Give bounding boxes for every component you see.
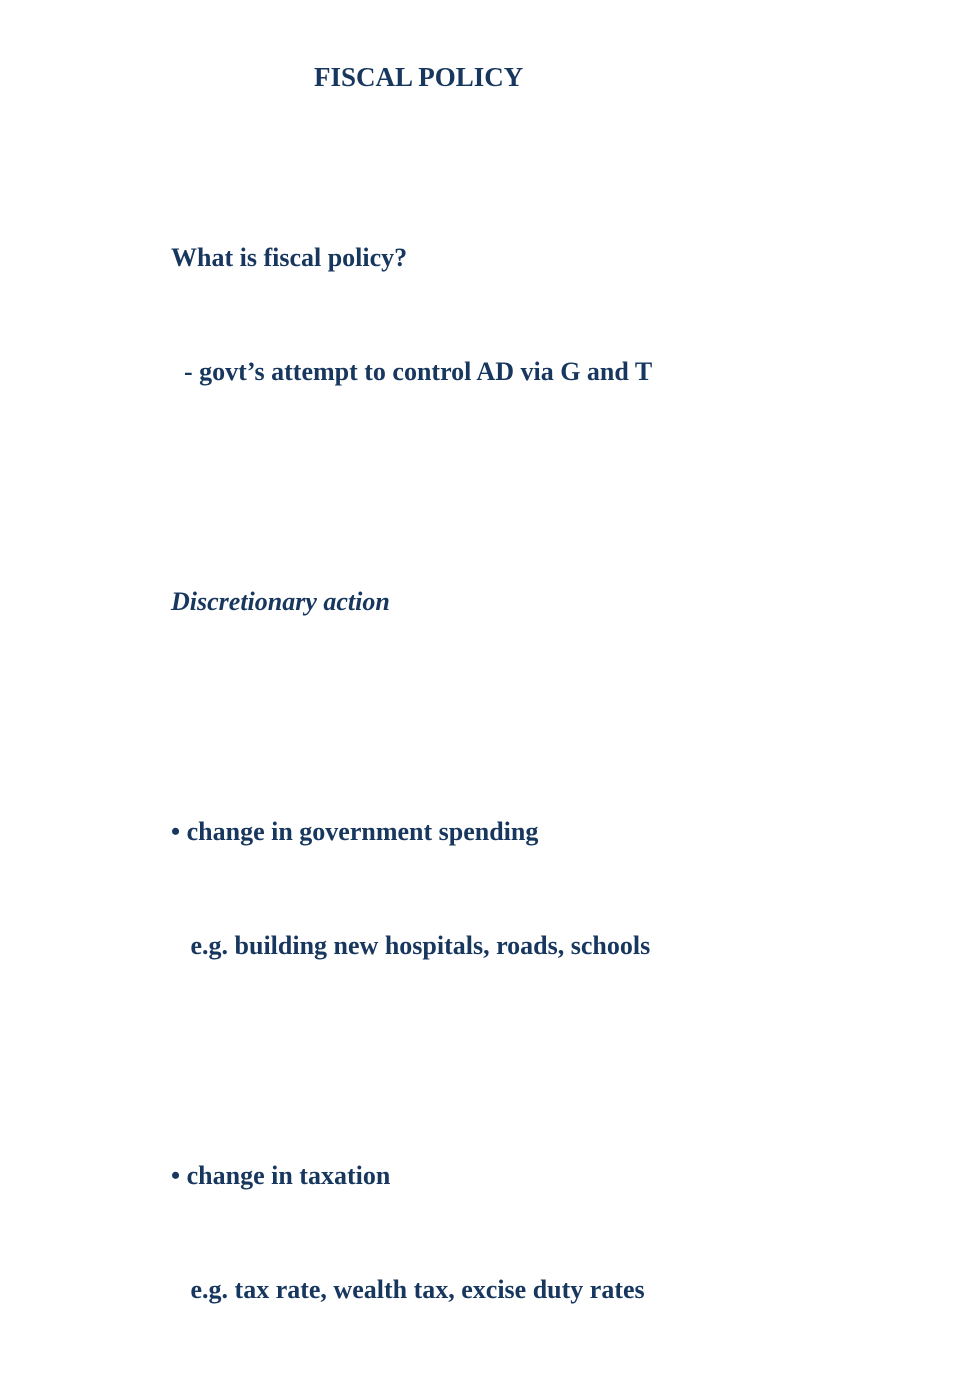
bullet-government-spending: • change in government spending xyxy=(171,817,539,846)
spacer xyxy=(171,697,931,737)
answer-line: - govt’s attempt to control AD via G and T xyxy=(171,357,653,386)
slide-body xyxy=(171,163,931,1385)
bullet-government-spending-example: e.g. building new hospitals, roads, schools xyxy=(171,931,651,960)
spacer xyxy=(171,467,931,507)
bullet-taxation: • change in taxation xyxy=(171,1161,391,1190)
bullet-taxation-example: e.g. tax rate, wealth tax, excise duty rates xyxy=(171,1275,645,1304)
section-heading: Discretionary action xyxy=(171,587,390,616)
spacer xyxy=(171,1041,931,1081)
question-line: What is fiscal policy? xyxy=(171,243,408,272)
slide-title: FISCAL POLICY xyxy=(314,62,524,92)
